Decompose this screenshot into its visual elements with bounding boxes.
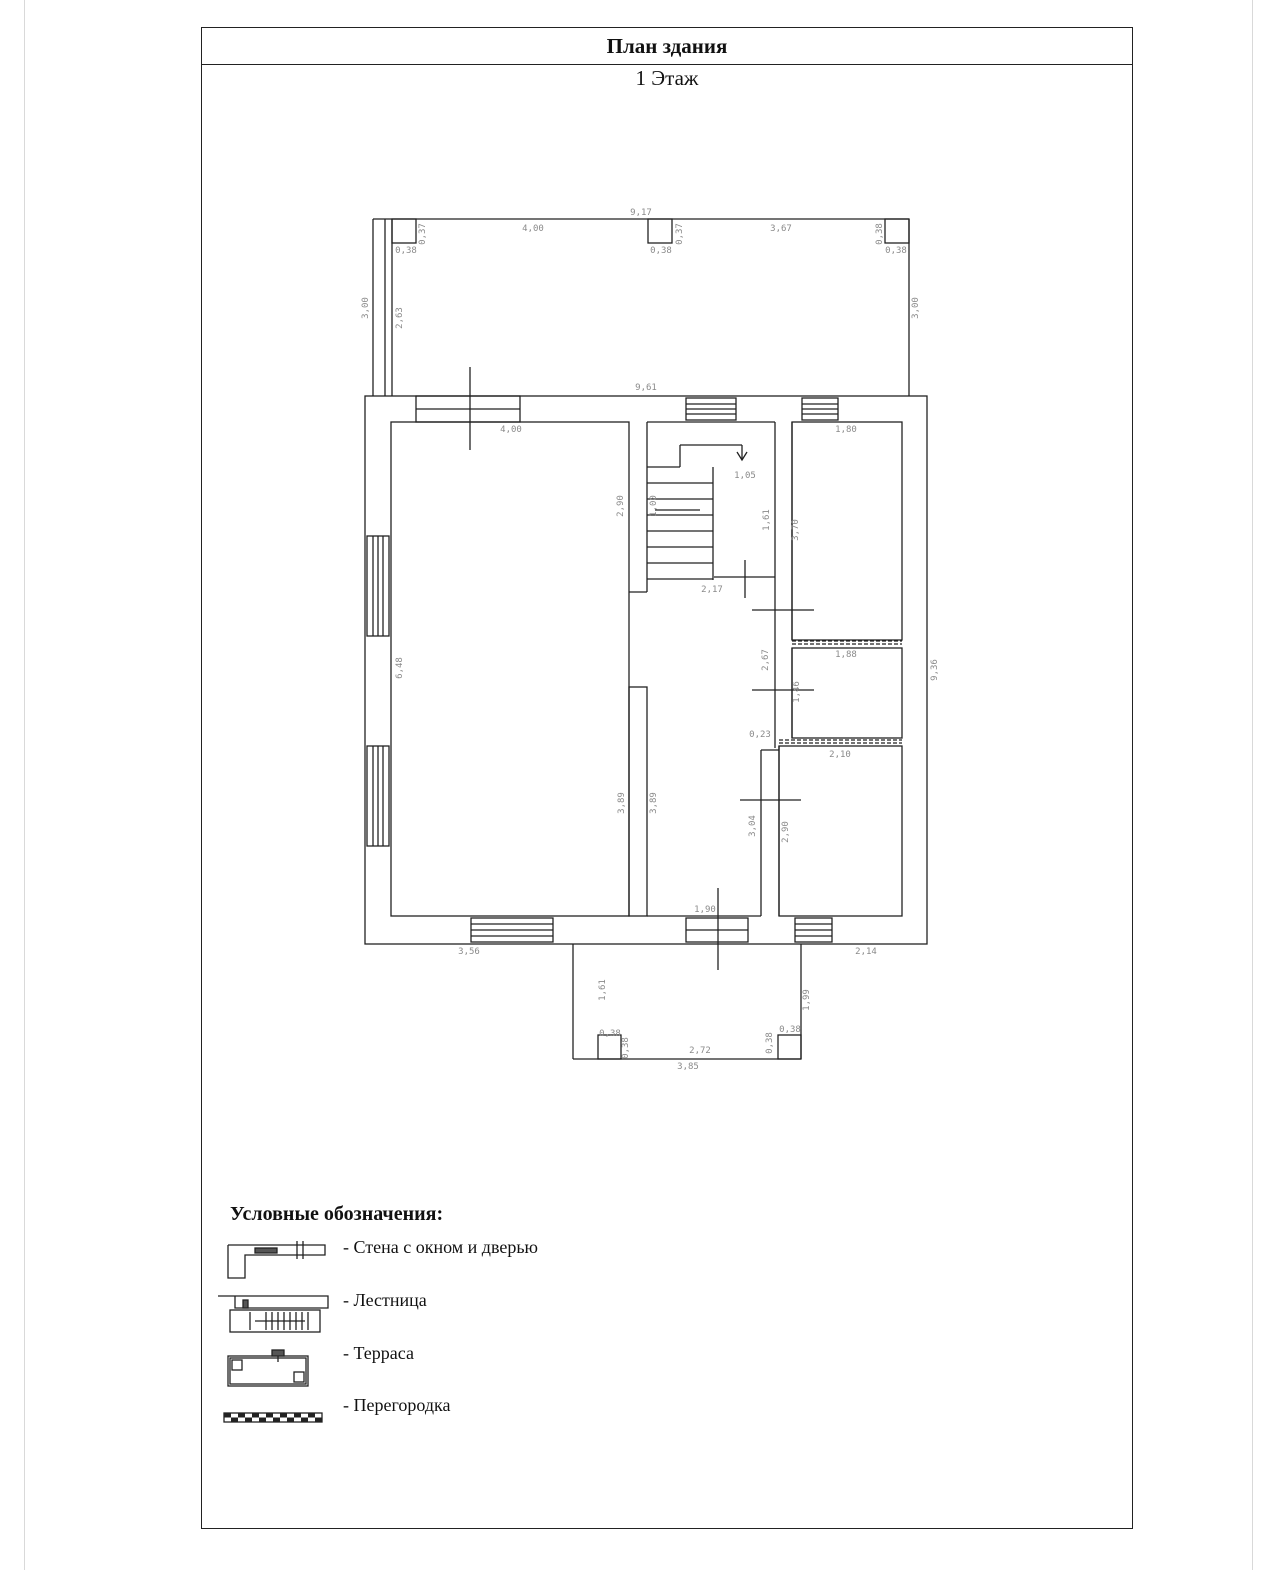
dim-post-b: 0,38 — [395, 246, 417, 256]
dim-room-right-bottom-depth: 2,90 — [781, 821, 791, 843]
dim-porch-left: 1,61 — [598, 979, 608, 1001]
staircase — [647, 445, 747, 580]
dim-corridor-lower-depth: 3,04 — [748, 815, 758, 837]
stairs-icon — [218, 1296, 328, 1332]
dim-terrace-top-left-span: 4,00 — [522, 224, 544, 234]
dim-post-a: 0,37 — [418, 223, 428, 245]
dim-porch-outer-width: 3,85 — [677, 1062, 699, 1072]
dim-porch-post-b: 0,38 — [621, 1037, 631, 1059]
dim-bottom-left-segment: 3,56 — [458, 947, 480, 957]
dim-corridor-depth: 2,67 — [761, 649, 771, 671]
dim-hall-depth-b: 3,89 — [649, 792, 659, 814]
dim-hall-depth-a: 3,89 — [617, 792, 627, 814]
top-terrace — [373, 219, 909, 450]
dim-room-right-mid-width: 1,88 — [835, 650, 857, 660]
dim-partition-gap: 0,23 — [749, 730, 771, 740]
house-walls — [365, 396, 927, 944]
dim-post-f: 0,38 — [875, 223, 885, 245]
dim-room-right-top-depth: 3,70 — [791, 519, 801, 541]
dim-post-d: 0,37 — [675, 223, 685, 245]
dim-terrace-top-width: 9,17 — [630, 208, 652, 218]
floor-label: 1 Этаж — [635, 66, 699, 90]
dim-bottom-right-segment: 2,14 — [855, 947, 877, 957]
terrace-icon — [228, 1350, 308, 1386]
dim-room-right-top-width: 1,80 — [835, 425, 857, 435]
dim-porch-post-a: 0,38 — [599, 1029, 621, 1039]
dim-room-right-bottom-width: 2,10 — [829, 750, 851, 760]
dim-post-c: 0,38 — [650, 246, 672, 256]
dim-stair-bottom: 2,17 — [701, 585, 723, 595]
partition-icon — [224, 1413, 322, 1422]
wall-window-door-icon — [228, 1241, 325, 1278]
dim-porch-inner-width: 2,72 — [689, 1046, 711, 1056]
dim-room-large-width: 4,00 — [500, 425, 522, 435]
dim-post-e: 0,38 — [885, 246, 907, 256]
dim-hall-width: 1,90 — [694, 905, 716, 915]
dim-terrace-left-outer: 3,00 — [361, 297, 371, 319]
dim-stair-depth: 2,90 — [616, 495, 626, 517]
dim-terrace-right: 3,00 — [911, 297, 921, 319]
dim-stair-width: 1,05 — [734, 471, 756, 481]
dim-terrace-left-inner: 2,63 — [395, 307, 405, 329]
dim-stair-side: 1,61 — [762, 509, 772, 531]
legend-item-wall: - Стена с окном и дверью — [343, 1237, 538, 1257]
legend-item-stairs: - Лестница — [343, 1290, 427, 1310]
legend-item-terrace: - Терраса — [343, 1343, 414, 1363]
dim-room-right-mid-depth: 1,46 — [792, 681, 802, 703]
dim-terrace-top-right-span: 3,67 — [770, 224, 792, 234]
dim-house-width: 9,61 — [635, 383, 657, 393]
dim-porch-post-c: 0,38 — [779, 1025, 801, 1035]
dim-porch-right: 1,99 — [802, 989, 812, 1011]
dim-house-depth: 9,36 — [930, 659, 940, 681]
dim-stair-inner: 1,00 — [649, 495, 659, 517]
document-title: План здания — [606, 33, 728, 58]
legend-title: Условные обозначения: — [230, 1203, 444, 1225]
door-ticks — [718, 560, 814, 970]
dim-room-large-depth: 6,48 — [395, 657, 405, 679]
legend-item-partition: - Перегородка — [343, 1395, 451, 1415]
dim-porch-post-d: 0,38 — [765, 1032, 775, 1054]
